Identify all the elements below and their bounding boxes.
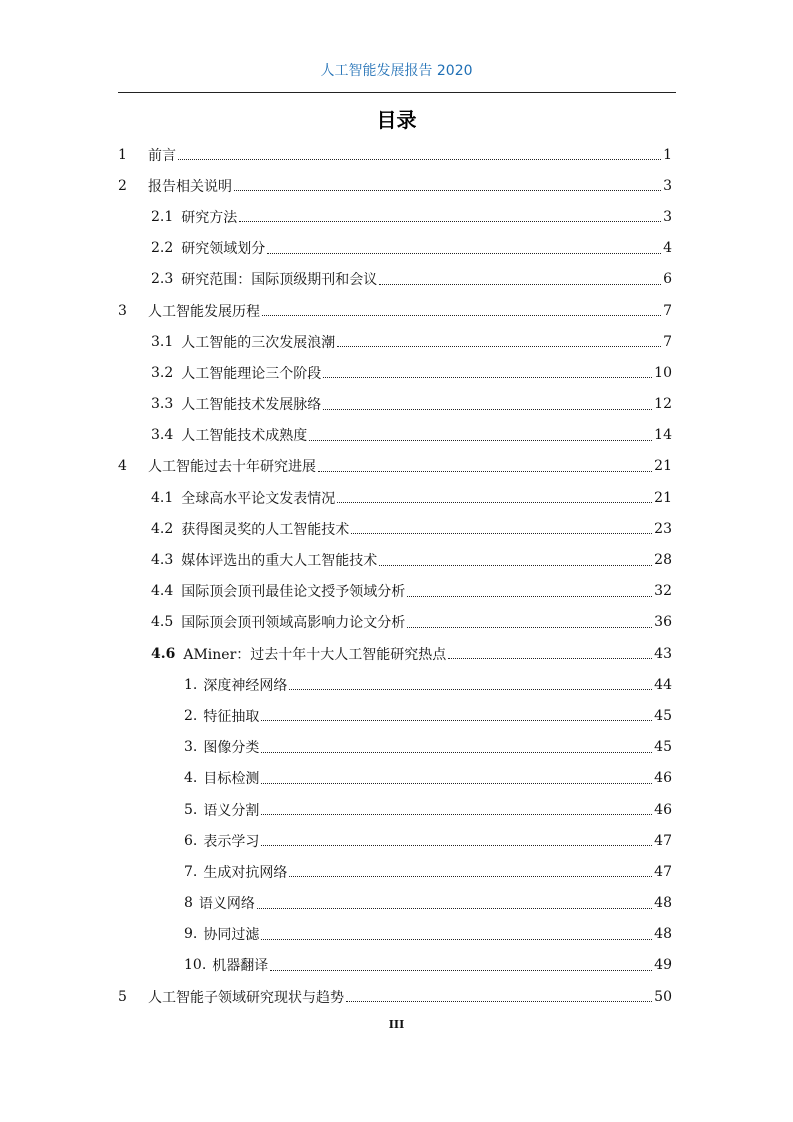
toc-entry-label: 目标检测 xyxy=(203,771,260,788)
toc-entry-label: 语义分割 xyxy=(203,802,260,819)
toc-entry-4-6-1[interactable] xyxy=(118,669,672,700)
toc-entry-3[interactable] xyxy=(118,295,672,326)
toc-entry-page: 49 xyxy=(654,957,672,974)
toc-entry-number: 3.2 xyxy=(151,364,174,381)
toc-entry-label: 研究方法 xyxy=(181,209,238,226)
toc-entry-label: 全球高水平论文发表情况 xyxy=(181,490,336,507)
toc-entry-number: 1. xyxy=(184,676,198,693)
toc-entry-page: 3 xyxy=(663,208,672,225)
toc-entry-label: 人工智能技术成熟度 xyxy=(181,428,308,445)
toc-entry-number: 2. xyxy=(184,707,198,724)
toc-entry-label: 媒体评选出的重大人工智能技术 xyxy=(181,553,378,570)
dot-leader xyxy=(261,845,652,846)
toc-entry-number: 3 xyxy=(118,302,127,319)
toc-entry-label: 机器翻译 xyxy=(212,958,269,975)
dot-leader xyxy=(379,284,661,285)
toc-entry-page: 48 xyxy=(654,926,672,943)
dot-leader xyxy=(270,970,652,971)
toc-entry-page: 32 xyxy=(654,583,672,600)
toc-entry-page: 36 xyxy=(654,614,672,631)
toc-entry-4-6-7[interactable] xyxy=(118,856,672,887)
dot-leader xyxy=(267,253,661,254)
toc-entry-page: 7 xyxy=(663,333,672,350)
toc-entry-2-1[interactable] xyxy=(118,201,672,232)
dot-leader xyxy=(262,315,661,316)
dot-leader xyxy=(323,377,652,378)
toc-entry-label: 研究领域划分 xyxy=(181,241,266,258)
toc-entry-4-1[interactable] xyxy=(118,482,672,513)
toc-entry-page: 21 xyxy=(654,489,672,506)
toc-entry-page: 4 xyxy=(663,240,672,257)
toc-entry-label: 生成对抗网络 xyxy=(203,864,288,881)
table-of-contents xyxy=(118,139,672,1012)
page-number: III xyxy=(388,1018,405,1031)
toc-entry-page: 12 xyxy=(654,396,672,413)
dot-leader xyxy=(318,471,652,472)
toc-entry-number: 7. xyxy=(184,863,198,880)
toc-entry-number: 4.6 xyxy=(151,645,176,662)
toc-entry-number: 3.1 xyxy=(151,333,174,350)
toc-entry-number: 9. xyxy=(184,926,198,943)
toc-entry-label: 协同过滤 xyxy=(203,927,260,944)
toc-entry-number: 4.3 xyxy=(151,552,174,569)
dot-leader xyxy=(261,783,652,784)
toc-entry-number: 10. xyxy=(184,957,207,974)
dot-leader xyxy=(261,720,652,721)
toc-entry-4-4[interactable] xyxy=(118,576,672,607)
toc-entry-number: 2.1 xyxy=(151,208,174,225)
toc-entry-page: 46 xyxy=(654,770,672,787)
toc-entry-5[interactable] xyxy=(118,981,672,1012)
toc-entry-page: 44 xyxy=(654,676,672,693)
toc-entry-number: 2.3 xyxy=(151,271,174,288)
toc-entry-number: 4. xyxy=(184,770,198,787)
dot-leader xyxy=(289,689,652,690)
toc-entry-page: 47 xyxy=(654,832,672,849)
toc-entry-3-1[interactable] xyxy=(118,326,672,357)
dot-leader xyxy=(351,533,652,534)
toc-entry-page: 23 xyxy=(654,520,672,537)
toc-entry-4-5[interactable] xyxy=(118,607,672,638)
toc-entry-label: 前言 xyxy=(148,147,176,164)
toc-entry-page: 14 xyxy=(654,427,672,444)
toc-entry-number: 3. xyxy=(184,739,198,756)
toc-entry-2[interactable] xyxy=(118,170,672,201)
toc-entry-number: 3.3 xyxy=(151,396,174,413)
toc-entry-4-6-8[interactable] xyxy=(118,888,672,919)
toc-entry-number: 4.5 xyxy=(151,614,174,631)
toc-entry-label: 人工智能技术发展脉络 xyxy=(181,397,322,414)
dot-leader xyxy=(257,908,652,909)
toc-entry-number: 8 xyxy=(184,895,193,912)
toc-entry-number: 4.1 xyxy=(151,489,174,506)
toc-entry-page: 46 xyxy=(654,801,672,818)
dot-leader xyxy=(337,502,652,503)
dot-leader xyxy=(407,627,652,628)
toc-title: 目录 xyxy=(376,108,417,132)
toc-entry-number: 4.2 xyxy=(151,520,174,537)
toc-entry-label: 语义网络 xyxy=(198,896,255,913)
toc-entry-number: 4.4 xyxy=(151,583,174,600)
toc-entry-3-4[interactable] xyxy=(118,420,672,451)
toc-entry-page: 43 xyxy=(654,645,672,662)
toc-entry-number: 4 xyxy=(118,458,127,475)
toc-entry-label: 深度神经网络 xyxy=(203,677,288,694)
toc-entry-label: 图像分类 xyxy=(203,740,260,757)
dot-leader xyxy=(323,409,652,410)
toc-entry-label: 特征抽取 xyxy=(203,708,260,725)
toc-entry-label: 人工智能理论三个阶段 xyxy=(181,365,322,382)
toc-entry-1[interactable] xyxy=(118,139,672,170)
dot-leader xyxy=(239,221,661,222)
toc-entry-4-3[interactable] xyxy=(118,544,672,575)
toc-entry-label: 报告相关说明 xyxy=(148,178,232,195)
dot-leader xyxy=(407,596,652,597)
dot-leader xyxy=(289,876,652,877)
toc-entry-page: 10 xyxy=(654,364,672,381)
toc-entry-3-2[interactable] xyxy=(118,357,672,388)
toc-entry-number: 2.2 xyxy=(151,240,174,257)
toc-entry-number: 1 xyxy=(118,146,127,163)
toc-entry-label: 人工智能子领域研究现状与趋势 xyxy=(148,989,344,1006)
toc-entry-label: 人工智能的三次发展浪潮 xyxy=(181,334,336,351)
toc-entry-number: 5. xyxy=(184,801,198,818)
dot-leader xyxy=(261,752,652,753)
dot-leader xyxy=(337,346,661,347)
toc-entry-2-2[interactable] xyxy=(118,233,672,264)
toc-entry-label: AMiner：过去十年十大人工智能研究热点 xyxy=(183,646,447,663)
toc-entry-page: 3 xyxy=(663,177,672,194)
dot-leader xyxy=(448,658,652,659)
toc-entry-4-6-5[interactable] xyxy=(118,794,672,825)
toc-entry-page: 6 xyxy=(663,271,672,288)
toc-entry-label: 表示学习 xyxy=(203,833,260,850)
toc-entry-4-2[interactable] xyxy=(118,513,672,544)
toc-entry-page: 28 xyxy=(654,552,672,569)
toc-entry-label: 国际顶会顶刊领域高影响力论文分析 xyxy=(181,615,406,632)
toc-entry-4-6-9[interactable] xyxy=(118,919,672,950)
toc-entry-4-6-10[interactable] xyxy=(118,950,672,981)
toc-entry-label: 人工智能过去十年研究进展 xyxy=(148,459,316,476)
toc-entry-4-6-6[interactable] xyxy=(118,825,672,856)
toc-entry-4-6-4[interactable] xyxy=(118,763,672,794)
toc-entry-page: 45 xyxy=(654,707,672,724)
header-divider xyxy=(118,92,676,93)
toc-entry-number: 6. xyxy=(184,832,198,849)
toc-entry-4[interactable] xyxy=(118,451,672,482)
dot-leader xyxy=(261,814,652,815)
toc-entry-page: 45 xyxy=(654,739,672,756)
dot-leader xyxy=(178,159,661,160)
toc-entry-2-3[interactable] xyxy=(118,264,672,295)
toc-entry-number: 5 xyxy=(118,988,127,1005)
toc-entry-label: 获得图灵奖的人工智能技术 xyxy=(181,521,350,538)
toc-entry-page: 50 xyxy=(654,988,672,1005)
dot-leader xyxy=(234,190,661,191)
toc-entry-4-6-2[interactable] xyxy=(118,700,672,731)
toc-entry-number: 3.4 xyxy=(151,427,174,444)
dot-leader xyxy=(379,565,652,566)
dot-leader xyxy=(346,1001,652,1002)
running-header: 人工智能发展报告 2020 xyxy=(320,63,473,79)
toc-entry-number: 2 xyxy=(118,177,127,194)
dot-leader xyxy=(309,440,652,441)
toc-entry-label: 研究范围：国际顶级期刊和会议 xyxy=(181,272,378,289)
toc-entry-page: 7 xyxy=(663,302,672,319)
toc-entry-label: 人工智能发展历程 xyxy=(148,303,260,320)
toc-entry-page: 1 xyxy=(663,146,672,163)
dot-leader xyxy=(261,939,652,940)
toc-entry-page: 48 xyxy=(654,895,672,912)
toc-entry-4-6[interactable] xyxy=(118,638,672,669)
toc-entry-4-6-3[interactable] xyxy=(118,732,672,763)
toc-entry-page: 21 xyxy=(654,458,672,475)
toc-entry-page: 47 xyxy=(654,863,672,880)
toc-entry-3-3[interactable] xyxy=(118,389,672,420)
toc-entry-label: 国际顶会顶刊最佳论文授予领域分析 xyxy=(181,584,406,601)
